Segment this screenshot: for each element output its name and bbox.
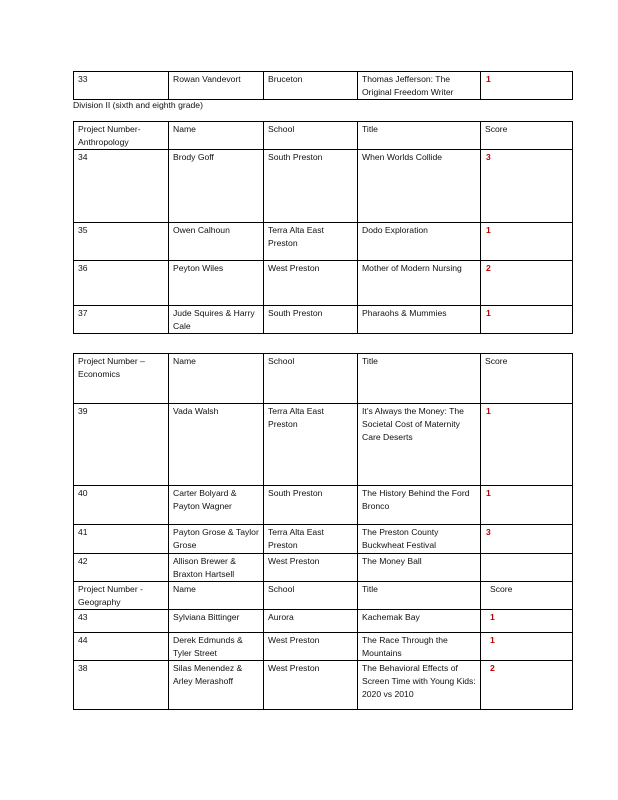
header-project-number: Project Number-Anthropology xyxy=(74,122,169,150)
school: Terra Alta East Preston xyxy=(264,223,358,261)
school: West Preston xyxy=(264,261,358,306)
header-score: Score xyxy=(481,582,573,610)
header-row xyxy=(74,122,573,150)
header-title: Title xyxy=(358,354,481,404)
economics-geography-table xyxy=(73,353,573,710)
project-title: Mother of Modern Nursing xyxy=(358,261,481,306)
student-name: Rowan Vandevort xyxy=(169,72,264,100)
project-number: 41 xyxy=(74,525,169,554)
table-row xyxy=(74,223,573,261)
school: South Preston xyxy=(264,486,358,525)
project-number: 44 xyxy=(74,633,169,661)
school: West Preston xyxy=(264,554,358,582)
student-name: Brody Goff xyxy=(169,150,264,223)
score: 1 xyxy=(481,404,573,486)
project-title: It’s Always the Money: The Societal Cost of Maternity Care Deserts xyxy=(358,404,481,486)
student-name: Carter Bolyard & Payton Wagner xyxy=(169,486,264,525)
project-number: 37 xyxy=(74,306,169,334)
student-name: Owen Calhoun xyxy=(169,223,264,261)
school: West Preston xyxy=(264,661,358,710)
project-number: 34 xyxy=(74,150,169,223)
table-row xyxy=(74,404,573,486)
table-row xyxy=(74,72,573,100)
score: 1 xyxy=(481,610,573,633)
table-row xyxy=(74,633,573,661)
table-row xyxy=(74,486,573,525)
top-table xyxy=(73,71,573,100)
header-score: Score xyxy=(481,354,573,404)
project-title: The Race Through the Mountains xyxy=(358,633,481,661)
header-name: Name xyxy=(169,582,264,610)
table-row xyxy=(74,661,573,710)
header-school: School xyxy=(264,354,358,404)
anthropology-table xyxy=(73,121,573,334)
project-title: The History Behind the Ford Bronco xyxy=(358,486,481,525)
project-title: Pharaohs & Mummies xyxy=(358,306,481,334)
project-number: 38 xyxy=(74,661,169,710)
school: South Preston xyxy=(264,306,358,334)
score: 1 xyxy=(481,633,573,661)
project-title: Kachemak Bay xyxy=(358,610,481,633)
student-name: Payton Grose & Taylor Grose xyxy=(169,525,264,554)
header-project-number: Project Number - Geography xyxy=(74,582,169,610)
header-name: Name xyxy=(169,122,264,150)
score: 3 xyxy=(481,525,573,554)
score: 1 xyxy=(481,486,573,525)
header-title: Title xyxy=(358,122,481,150)
division-caption: Division II (sixth and eighth grade) xyxy=(73,100,203,110)
table-row xyxy=(74,610,573,633)
project-number: 36 xyxy=(74,261,169,306)
project-number: 43 xyxy=(74,610,169,633)
school: Aurora xyxy=(264,610,358,633)
table-row xyxy=(74,554,573,582)
project-number: 40 xyxy=(74,486,169,525)
score: 2 xyxy=(481,261,573,306)
school: South Preston xyxy=(264,150,358,223)
project-title: The Preston County Buckwheat Festival xyxy=(358,525,481,554)
score: 2 xyxy=(481,661,573,710)
project-title: The Behavioral Effects of Screen Time with Young Kids: 2020 vs 2010 xyxy=(358,661,481,710)
header-row xyxy=(74,582,573,610)
score: 1 xyxy=(481,223,573,261)
header-school: School xyxy=(264,582,358,610)
header-row xyxy=(74,354,573,404)
score xyxy=(481,554,573,582)
header-title: Title xyxy=(358,582,481,610)
table-row xyxy=(74,306,573,334)
student-name: Silas Menendez & Arley Merashoff xyxy=(169,661,264,710)
project-title: When Worlds Collide xyxy=(358,150,481,223)
table-row xyxy=(74,150,573,223)
project-title: The Money Ball xyxy=(358,554,481,582)
header-score: Score xyxy=(481,122,573,150)
project-number: 42 xyxy=(74,554,169,582)
project-title: Thomas Jefferson: The Original Freedom Writer xyxy=(358,72,481,100)
project-number: 39 xyxy=(74,404,169,486)
student-name: Jude Squires & Harry Cale xyxy=(169,306,264,334)
score: 1 xyxy=(481,72,573,100)
student-name: Peyton Wiles xyxy=(169,261,264,306)
table-row xyxy=(74,261,573,306)
school: West Preston xyxy=(264,633,358,661)
school: Terra Alta East Preston xyxy=(264,525,358,554)
score: 3 xyxy=(481,150,573,223)
student-name: Vada Walsh xyxy=(169,404,264,486)
header-name: Name xyxy=(169,354,264,404)
table-row xyxy=(74,525,573,554)
project-number: 33 xyxy=(74,72,169,100)
header-school: School xyxy=(264,122,358,150)
student-name: Derek Edmunds & Tyler Street xyxy=(169,633,264,661)
project-number: 35 xyxy=(74,223,169,261)
school: Bruceton xyxy=(264,72,358,100)
student-name: Allison Brewer & Braxton Hartsell xyxy=(169,554,264,582)
header-project-number: Project Number – Economics xyxy=(74,354,169,404)
project-title: Dodo Exploration xyxy=(358,223,481,261)
student-name: Sylviana Bittinger xyxy=(169,610,264,633)
score: 1 xyxy=(481,306,573,334)
school: Terra Alta East Preston xyxy=(264,404,358,486)
